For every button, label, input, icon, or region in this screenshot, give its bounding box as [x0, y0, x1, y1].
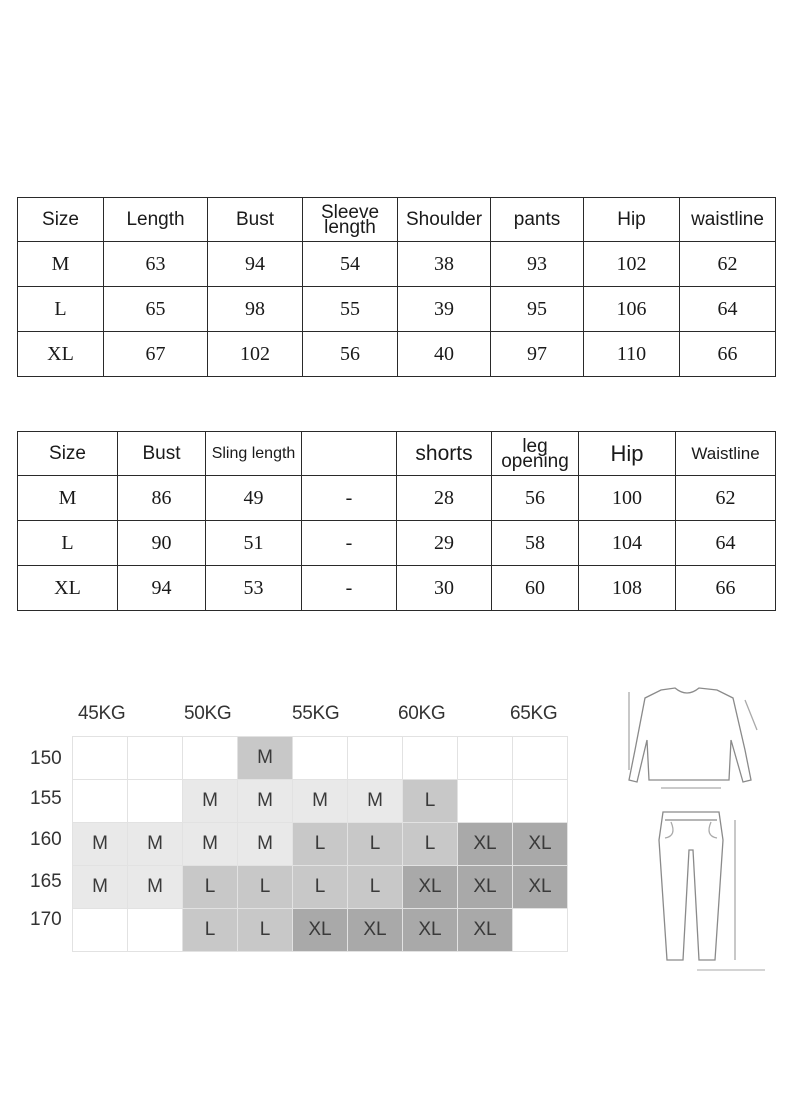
- weight-label: 55KG: [292, 703, 340, 724]
- value-cell: 94: [208, 242, 303, 287]
- value-cell: 66: [680, 332, 776, 377]
- grid-cell: [458, 780, 513, 823]
- grid-cell: M: [73, 866, 128, 909]
- weight-label: 50KG: [184, 703, 232, 724]
- header-cell: leg opening: [492, 432, 579, 476]
- value-cell: 38: [398, 242, 491, 287]
- grid-cell: M: [128, 866, 183, 909]
- grid-cell: L: [238, 866, 293, 909]
- value-cell: -: [302, 476, 397, 521]
- grid-row: [73, 780, 568, 823]
- value-cell: 67: [104, 332, 208, 377]
- value-cell: 62: [680, 242, 776, 287]
- grid-cell: [73, 909, 128, 952]
- value-cell: 56: [303, 332, 398, 377]
- grid-cell: M: [183, 780, 238, 823]
- header-cell: Bust: [208, 198, 303, 242]
- height-label: 170: [30, 909, 62, 930]
- grid-cell: [348, 737, 403, 780]
- pants-pocket: [665, 822, 673, 838]
- header-cell: Hip: [579, 432, 676, 476]
- table-row: [18, 566, 776, 611]
- value-cell: 102: [584, 242, 680, 287]
- size-cell: XL: [18, 332, 104, 377]
- shirt-sleeve-marker: [745, 700, 757, 730]
- header-cell: Hip: [584, 198, 680, 242]
- grid-cell: M: [238, 737, 293, 780]
- grid-cell: M: [183, 823, 238, 866]
- table-row: [18, 476, 776, 521]
- value-cell: 51: [206, 521, 302, 566]
- value-cell: 98: [208, 287, 303, 332]
- grid-cell: L: [348, 823, 403, 866]
- grid-row: [73, 866, 568, 909]
- grid-cell: L: [183, 866, 238, 909]
- value-cell: 56: [492, 476, 579, 521]
- value-cell: 49: [206, 476, 302, 521]
- grid-cell: [128, 737, 183, 780]
- size-measurement-table-top: [17, 197, 776, 377]
- table-row: [18, 521, 776, 566]
- grid-cell: XL: [403, 866, 458, 909]
- grid-cell: L: [293, 823, 348, 866]
- table-row: [18, 242, 776, 287]
- grid-cell: L: [403, 823, 458, 866]
- value-cell: 53: [206, 566, 302, 611]
- grid-cell: [128, 780, 183, 823]
- value-cell: 28: [397, 476, 492, 521]
- value-cell: 110: [584, 332, 680, 377]
- header-cell: pants: [491, 198, 584, 242]
- value-cell: 30: [397, 566, 492, 611]
- grid-cell: [513, 780, 568, 823]
- grid-cell: XL: [403, 909, 458, 952]
- value-cell: 58: [492, 521, 579, 566]
- weight-axis: [72, 703, 572, 731]
- table-header-row: [18, 432, 776, 476]
- value-cell: 86: [118, 476, 206, 521]
- value-cell: 54: [303, 242, 398, 287]
- grid-row: [73, 737, 568, 780]
- value-cell: 60: [492, 566, 579, 611]
- grid-cell: XL: [458, 866, 513, 909]
- value-cell: -: [302, 566, 397, 611]
- value-cell: 65: [104, 287, 208, 332]
- value-cell: 29: [397, 521, 492, 566]
- value-cell: 39: [398, 287, 491, 332]
- height-label: 165: [30, 871, 62, 892]
- header-cell: Sleeve length: [303, 198, 398, 242]
- size-cell: XL: [18, 566, 118, 611]
- value-cell: 100: [579, 476, 676, 521]
- header-cell: Size: [18, 432, 118, 476]
- grid-cell: [513, 909, 568, 952]
- pants-outline: [659, 812, 723, 960]
- grid-cell: L: [293, 866, 348, 909]
- height-label: 160: [30, 829, 62, 850]
- value-cell: 64: [680, 287, 776, 332]
- table-row: [18, 287, 776, 332]
- value-cell: 40: [398, 332, 491, 377]
- header-cell: Length: [104, 198, 208, 242]
- value-cell: 62: [676, 476, 776, 521]
- grid-cell: XL: [513, 866, 568, 909]
- header-cell: waistline: [680, 198, 776, 242]
- grid-cell: M: [128, 823, 183, 866]
- grid-cell: [458, 737, 513, 780]
- value-cell: 108: [579, 566, 676, 611]
- size-cell: M: [18, 476, 118, 521]
- value-cell: 106: [584, 287, 680, 332]
- value-cell: -: [302, 521, 397, 566]
- grid-cell: [128, 909, 183, 952]
- size-measurement-table-bottom: [17, 431, 776, 611]
- grid-cell: M: [73, 823, 128, 866]
- height-label: 155: [30, 788, 62, 809]
- grid-row: [73, 909, 568, 952]
- weight-label: 60KG: [398, 703, 446, 724]
- grid-cell: L: [183, 909, 238, 952]
- weight-label: 45KG: [78, 703, 126, 724]
- grid-cell: [403, 737, 458, 780]
- header-cell: Bust: [118, 432, 206, 476]
- pants-pocket: [709, 822, 717, 838]
- value-cell: 64: [676, 521, 776, 566]
- grid-cell: M: [238, 823, 293, 866]
- shirt-outline: [629, 688, 751, 782]
- grid-cell: [293, 737, 348, 780]
- value-cell: 97: [491, 332, 584, 377]
- grid-cell: [73, 780, 128, 823]
- value-cell: 55: [303, 287, 398, 332]
- table-header-row: [18, 198, 776, 242]
- grid-cell: XL: [293, 909, 348, 952]
- grid-cell: L: [403, 780, 458, 823]
- grid-cell: [513, 737, 568, 780]
- grid-row: [73, 823, 568, 866]
- header-cell: shorts: [397, 432, 492, 476]
- value-cell: 95: [491, 287, 584, 332]
- height-label: 150: [30, 748, 62, 769]
- grid-cell: L: [238, 909, 293, 952]
- value-cell: 63: [104, 242, 208, 287]
- value-cell: 90: [118, 521, 206, 566]
- header-cell: [302, 432, 397, 476]
- grid-cell: [183, 737, 238, 780]
- grid-cell: L: [348, 866, 403, 909]
- garment-sketch-illustration: [605, 670, 795, 980]
- header-cell: Shoulder: [398, 198, 491, 242]
- grid-cell: M: [293, 780, 348, 823]
- value-cell: 66: [676, 566, 776, 611]
- size-cell: M: [18, 242, 104, 287]
- header-cell: Size: [18, 198, 104, 242]
- value-cell: 102: [208, 332, 303, 377]
- header-cell: Waistline: [676, 432, 776, 476]
- value-cell: 94: [118, 566, 206, 611]
- value-cell: 104: [579, 521, 676, 566]
- size-cell: L: [18, 521, 118, 566]
- header-cell: Sling length: [206, 432, 302, 476]
- size-recommendation-grid: [72, 736, 568, 952]
- grid-cell: XL: [458, 909, 513, 952]
- size-cell: L: [18, 287, 104, 332]
- weight-label: 65KG: [510, 703, 558, 724]
- table-row: [18, 332, 776, 377]
- grid-cell: M: [348, 780, 403, 823]
- grid-cell: XL: [348, 909, 403, 952]
- grid-cell: XL: [513, 823, 568, 866]
- value-cell: 93: [491, 242, 584, 287]
- grid-cell: M: [238, 780, 293, 823]
- grid-cell: XL: [458, 823, 513, 866]
- grid-cell: [73, 737, 128, 780]
